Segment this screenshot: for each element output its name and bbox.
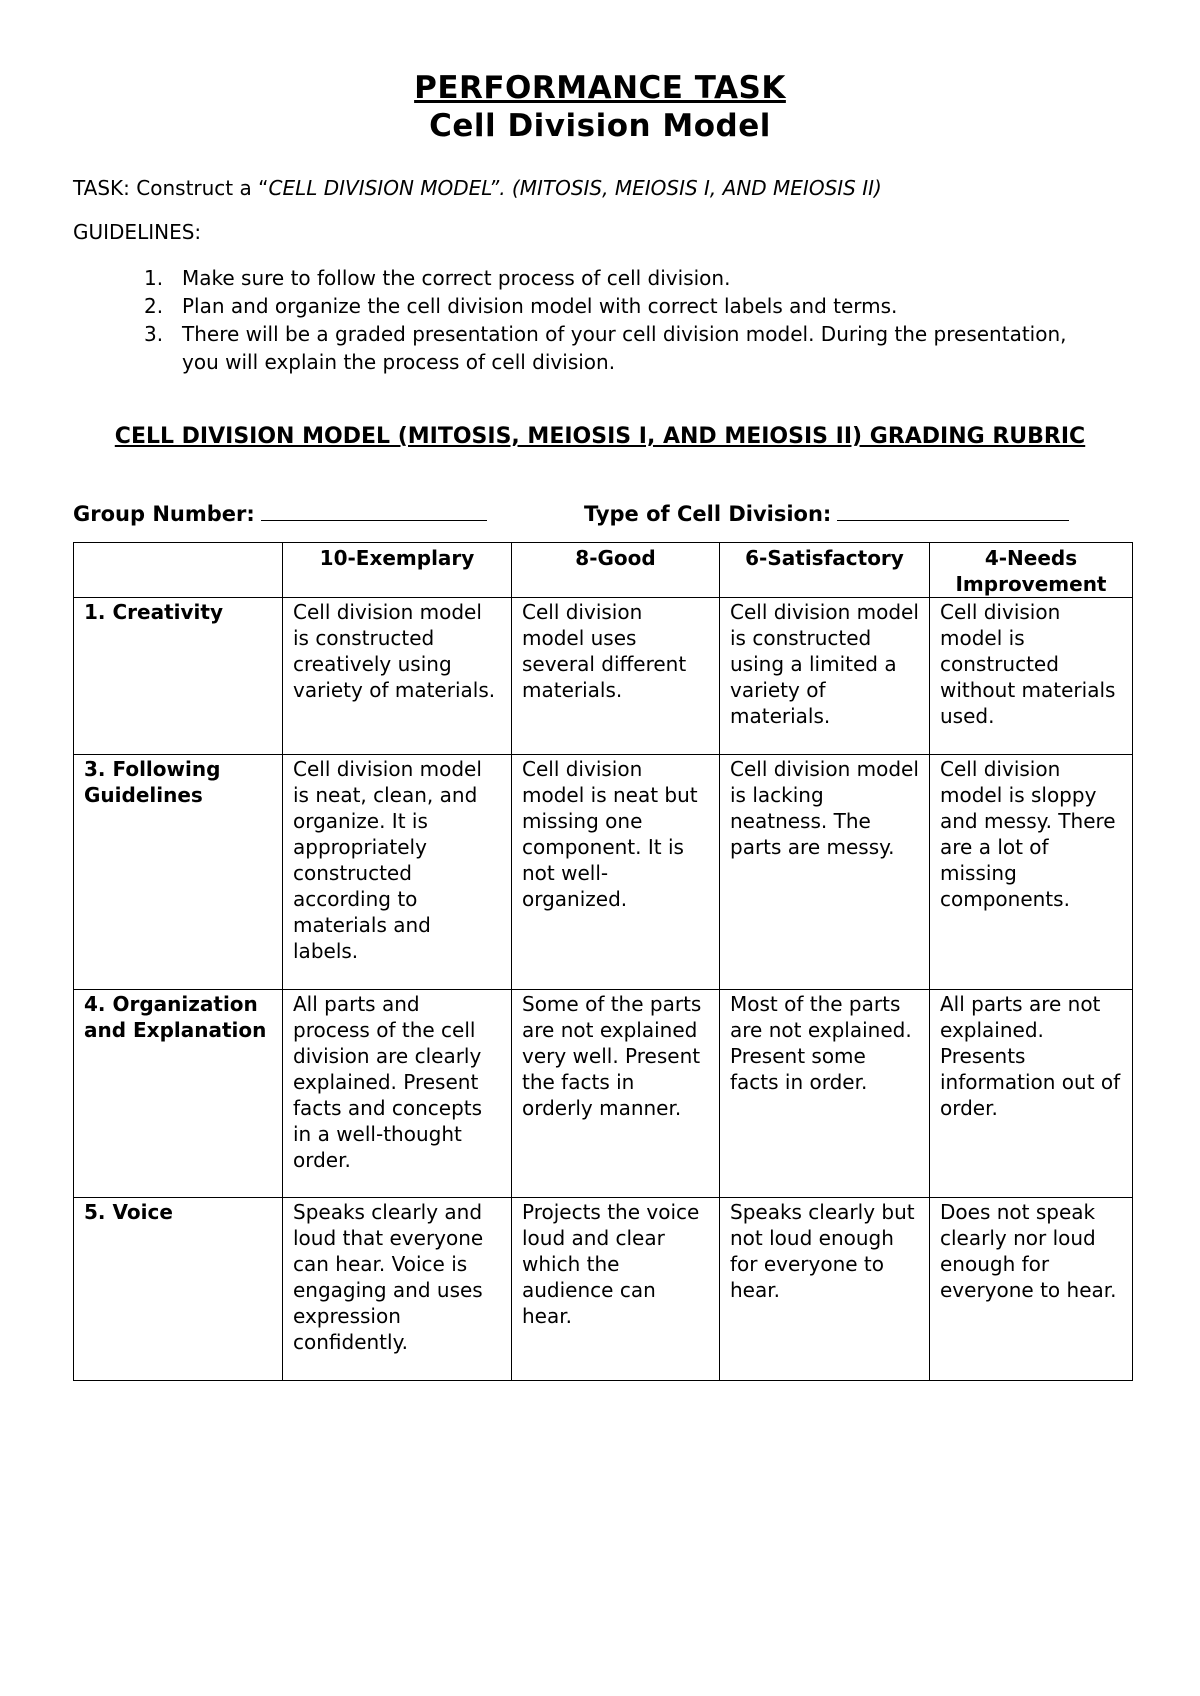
column-header-exemplary: 10-Exemplary [283,543,512,598]
table-cell: Cell division model is constructed using a limited a variety of materials. [720,598,930,755]
list-item [73,320,1073,376]
table-cell: Cell division model is neat but missing one component. It is not well-organized. [512,755,720,990]
list-item-text: Plan and organize the cell division model with correct labels and terms. [182,294,898,318]
table-cell: Projects the voice loud and clear which the audience can hear. [512,1198,720,1381]
table-cell: Cell division model is constructed creatively using variety of materials. [283,598,512,755]
guidelines-list [73,264,1073,376]
table-cell: Some of the parts are not explained very well. Present the facts in orderly manner. [512,990,720,1198]
rubric-title: CELL DIVISION MODEL (MITOSIS, MEIOSIS I, AND MEIOSIS II) GRADING RUBRIC [114,424,1086,449]
table-cell: Cell division model is neat, clean, and organize. It is appropriately constructed according to materials and labels. [283,755,512,990]
column-header-good: 8-Good [512,543,720,598]
table-row [74,755,1133,990]
cell-division-type-field [584,500,1069,526]
list-item-number: 1. [144,266,164,290]
list-item-number: 3. [144,322,164,346]
task-text-plain: Construct a “ [136,176,269,200]
column-header-blank [74,543,283,598]
table-cell: Cell division model is lacking neatness. The parts are messy. [720,755,930,990]
group-number-field [73,500,487,526]
task-statement [73,176,882,200]
list-item-text: Make sure to follow the correct process of cell division. [182,266,731,290]
table-row [74,598,1133,755]
group-number-blank [261,500,487,521]
list-item-number: 2. [144,294,164,318]
table-header-row [74,543,1133,598]
table-cell: Cell division model is constructed without materials used. [930,598,1133,755]
column-header-needs-improvement: 4-Needs Improvement [930,543,1133,598]
criterion-cell: 1. Creativity [74,598,283,755]
group-number-label: Group Number: [73,502,255,526]
criterion-cell: 3. Following Guidelines [74,755,283,990]
cell-division-type-label: Type of Cell Division: [584,502,832,526]
table-cell: Cell division model is sloppy and messy. There are a lot of missing components. [930,755,1133,990]
task-text-italic: CELL DIVISION MODEL”. (MITOSIS, MEIOSIS I, AND MEIOSIS II) [268,176,882,200]
table-cell: Most of the parts are not explained. Present some facts in order. [720,990,930,1198]
table-row [74,1198,1133,1381]
table-cell: Speaks clearly but not loud enough for everyone to hear. [720,1198,930,1381]
table-cell: Cell division model uses several different materials. [512,598,720,755]
page-title: PERFORMANCE TASK [414,70,786,106]
table-cell: All parts and process of the cell division are clearly explained. Present facts and concepts in a well-thought order. [283,990,512,1198]
guidelines-label: GUIDELINES: [73,220,202,244]
column-header-satisfactory: 6-Satisfactory [720,543,930,598]
page-subtitle: Cell Division Model [429,108,771,144]
list-item [73,264,1073,292]
criterion-cell: 5. Voice [74,1198,283,1381]
table-row [74,990,1133,1198]
table-cell: All parts are not explained. Presents information out of order. [930,990,1133,1198]
table-cell: Speaks clearly and loud that everyone can hear. Voice is engaging and uses expression confidently. [283,1198,512,1381]
cell-division-type-blank [837,500,1069,521]
list-item [73,292,1073,320]
rubric-table [73,542,1133,1381]
criterion-cell: 4. Organization and Explanation [74,990,283,1198]
list-item-text: There will be a graded presentation of your cell division model. During the presentation, you will explain the process of cell division. [182,322,1067,374]
task-label: TASK: [73,176,130,200]
table-cell: Does not speak clearly nor loud enough for everyone to hear. [930,1198,1133,1381]
